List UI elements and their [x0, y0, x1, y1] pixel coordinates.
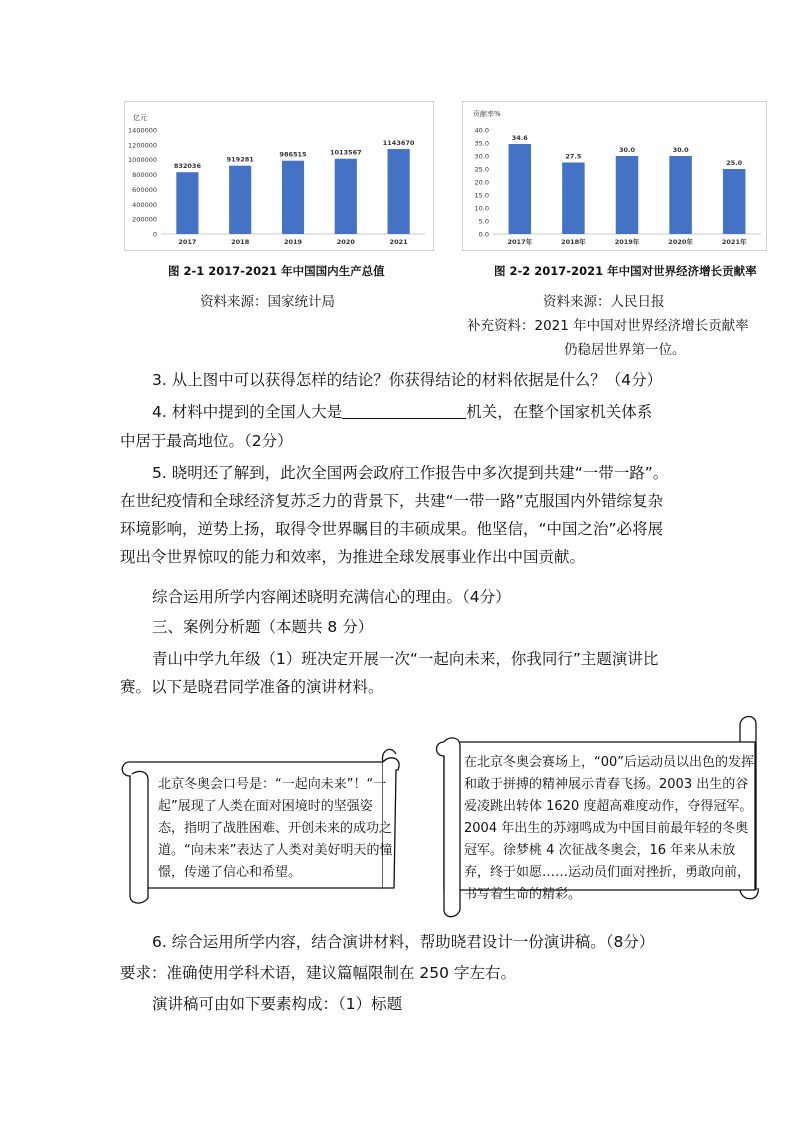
bar: [509, 144, 532, 234]
y-tick-label: 0.0: [478, 230, 489, 239]
y-tick-label: 400000: [132, 200, 157, 209]
unit-label: 亿元: [133, 114, 147, 122]
bar: [616, 156, 639, 234]
y-tick-label: 10.0: [474, 204, 489, 213]
intro-paragraph: 青山中学九年级（1）班决定开展一次“一起向未来，你我同行”主题演讲比赛。以下是晓君同学准备的演讲材料。: [120, 650, 659, 696]
scroll-2-text: 在北京冬奥会赛场上，“00”后运动员以出色的发挥和敢于拼搏的精神展示青春飞扬。2003 出生的谷爱凌跳出转体 1620 度超高难度动作，夺得冠军。2004 年出生的苏翊鸣成为中国目前最年轻的冬奥冠军。徐梦桃 4 次征战冬奥会，16 年来从未放弃，终于如愿……运动员们面对挫折，勇敢向前，书写着生命的精彩。: [464, 755, 755, 902]
data-label: 30.0: [618, 146, 636, 154]
x-tick-label: 2017年: [507, 238, 533, 246]
bar: [229, 166, 251, 234]
bar: [669, 156, 692, 234]
data-label: 34.6: [511, 134, 528, 143]
data-label: 1143670: [382, 139, 415, 148]
question-4-part-a: 4. 材料中提到的全国人大是: [152, 403, 343, 421]
y-tick-label: 15.0: [474, 191, 489, 200]
y-tick-label: 1400000: [128, 126, 157, 135]
x-tick-label: 2021: [389, 238, 408, 246]
x-tick-label: 2020年: [668, 238, 693, 246]
y-tick-label: 5.0: [478, 217, 489, 226]
x-tick-label: 2018年: [561, 238, 586, 246]
data-label: 30.0: [672, 146, 689, 154]
bar: [282, 161, 304, 234]
x-tick-label: 2019: [283, 238, 303, 246]
data-label: 25.0: [726, 159, 743, 167]
gdp-chart-svg: [125, 102, 433, 250]
bar: [388, 149, 410, 234]
answer-blank[interactable]: [342, 404, 466, 419]
y-tick-label: 35.0: [474, 139, 489, 148]
supplement-line-2: 仍稳居世界第一位。: [564, 342, 686, 358]
scroll-1-text: 北京冬奥会口号是：“一起向未来”！“一起”展现了人类在面对困境时的坚强姿态，指明了战胜困难、开创未来的成功之道。“向未来”表达了人类对美好明天的憧憬，传递了信心和希望。: [158, 777, 393, 880]
section-3-heading: 三、案例分析题（本题共 8 分）: [152, 618, 374, 636]
y-tick-label: 1000000: [128, 156, 157, 165]
y-tick-label: 30.0: [474, 152, 489, 161]
data-label: 832036: [173, 162, 201, 171]
y-tick-label: 25.0: [474, 165, 489, 174]
unit-label: 贡献率%: [473, 110, 501, 118]
question-4-line1: [152, 400, 652, 422]
question-4-part-b: 机关，在整个国家机关体系: [466, 403, 653, 421]
question-6-requirement: 要求：准确使用学科术语，建议篇幅限制在 250 字左右。: [120, 964, 516, 982]
question-5-task: 综合运用所学内容阐述晓明充满信心的理由。（4分）: [152, 588, 511, 606]
data-label: 1013567: [329, 148, 362, 157]
x-tick-label: 2020: [336, 238, 355, 246]
contribution-chart: [462, 101, 767, 251]
question-3: 3. 从上图中可以获得怎样的结论？你获得结论的材料依据是什么？（4分）: [152, 371, 663, 389]
y-tick-label: 20.0: [474, 178, 489, 187]
x-tick-label: 2021年: [721, 238, 747, 246]
x-tick-label: 2018: [231, 238, 250, 246]
x-tick-label: 2017: [178, 238, 197, 246]
gdp-chart-source: 资料来源：国家统计局: [200, 294, 335, 310]
data-label: 27.5: [565, 152, 582, 161]
question-5: 5. 晓明还了解到，此次全国两会政府工作报告中多次提到共建“一带一路”。在世纪疫情和全球经济复苏乏力的背景下，共建“一带一路”克服国内外错综复杂环境影响，逆势上扬，取得令世界瞩目的丰硕成果。他坚信，“中国之治”必将展现出令世界惊叹的能力和效率，为推进全球发展事业作出中国贡献。: [120, 464, 669, 566]
data-label: 986515: [279, 150, 307, 159]
y-tick-label: 40.0: [474, 126, 489, 135]
bar: [176, 172, 198, 234]
y-tick-label: 800000: [132, 171, 157, 180]
contribution-chart-svg: [463, 102, 766, 250]
gdp-chart: [124, 101, 434, 251]
y-tick-label: 200000: [132, 215, 157, 224]
x-tick-label: 2019年: [614, 238, 640, 246]
question-6-elements: 演讲稿可由如下要素构成：（1）标题: [152, 995, 403, 1013]
bar: [723, 169, 746, 234]
supplement-line-1: 补充资料：2021 年中国对世界经济增长贡献率: [467, 318, 749, 334]
y-tick-label: 1200000: [128, 141, 157, 150]
y-tick-label: 600000: [132, 185, 157, 194]
bar: [562, 163, 585, 235]
contribution-chart-source: 资料来源：人民日报: [543, 294, 665, 310]
question-6: 6. 综合运用所学内容，结合演讲材料，帮助晓君设计一份演讲稿。（8分）: [152, 933, 655, 951]
question-4-line2: 中居于最高地位。（2分）: [120, 432, 293, 450]
bar: [335, 159, 357, 234]
y-tick-label: 0: [152, 230, 157, 239]
data-label: 919281: [226, 155, 254, 164]
contribution-chart-caption: 图 2-2 2017-2021 年中国对世界经济增长贡献率: [494, 264, 757, 278]
gdp-chart-caption: 图 2-1 2017-2021 年中国国内生产总值: [168, 264, 385, 278]
